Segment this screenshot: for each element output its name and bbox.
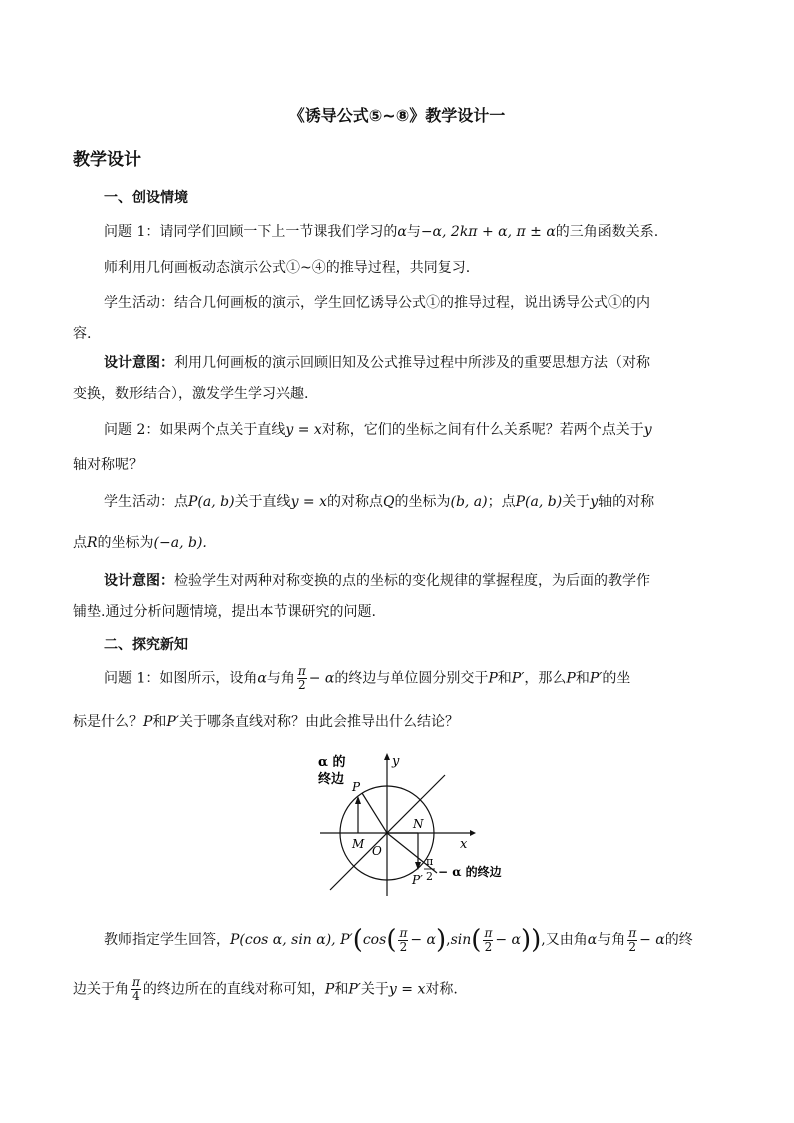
text: 的终 bbox=[664, 932, 693, 948]
text: 轴的对称 bbox=[598, 494, 655, 510]
math: P(a, b) bbox=[188, 494, 235, 510]
text: 和 bbox=[334, 981, 349, 998]
math: α bbox=[587, 932, 598, 948]
math: P′ bbox=[166, 714, 180, 730]
math: α bbox=[257, 670, 267, 687]
text: 关于 bbox=[562, 494, 591, 510]
math: P bbox=[324, 981, 335, 998]
denominator: 2 bbox=[399, 939, 408, 954]
part1-student-activity-line1: 学生活动：结合几何画板的演示，学生回忆诱导公式①的推导过程，说出诱导公式①的内 bbox=[104, 295, 650, 311]
part1-student-activity2-line2 bbox=[73, 532, 207, 552]
text: 问题 1：如图所示，设角 bbox=[104, 670, 258, 687]
text: 检验学生对两种对称变换的点的坐标的变化规律的掌握程度，为后面的教学作 bbox=[174, 573, 650, 589]
paren-close: ) bbox=[531, 925, 542, 955]
paren-close: ) bbox=[436, 925, 447, 955]
text: 与角 bbox=[266, 670, 295, 687]
text: 点 bbox=[73, 535, 87, 551]
text: 的终边所在的直线对称可知， bbox=[142, 981, 325, 998]
label-alpha-side-1: α 的 bbox=[318, 755, 346, 770]
paren-open: ( bbox=[386, 925, 397, 955]
x-axis-arrow bbox=[470, 830, 476, 836]
terminal-side-alpha bbox=[362, 793, 387, 833]
text: 问题 2：如果两个点关于直线 bbox=[104, 422, 286, 438]
text: 与 bbox=[406, 224, 421, 240]
text: 教师指定学生回答， bbox=[104, 932, 230, 948]
label-x: x bbox=[460, 837, 468, 852]
math: y bbox=[643, 422, 652, 438]
text: 对称. bbox=[425, 981, 458, 998]
label-N: N bbox=[413, 817, 424, 831]
math: sin bbox=[450, 932, 472, 948]
math: P′ bbox=[589, 670, 603, 687]
numerator: π bbox=[628, 925, 637, 940]
document-title: 《诱导公式⑤~⑧》教学设计一 bbox=[288, 106, 506, 125]
unit-circle-figure bbox=[300, 748, 530, 898]
text: 关于直线 bbox=[234, 494, 291, 510]
fraction bbox=[131, 976, 141, 1003]
label-P1: P′ bbox=[412, 873, 423, 887]
math: P bbox=[143, 714, 153, 730]
label-O: O bbox=[372, 844, 382, 858]
fraction bbox=[297, 665, 307, 692]
text: 的对称点 bbox=[327, 494, 383, 510]
text: 和 bbox=[575, 670, 590, 687]
math: P bbox=[566, 670, 576, 687]
part1-design-intent-line1 bbox=[104, 352, 650, 372]
denominator: 2 bbox=[628, 939, 636, 954]
math: − α bbox=[639, 932, 665, 948]
math: − α bbox=[410, 932, 436, 948]
math: − α bbox=[308, 670, 335, 687]
text: 的坐标为 bbox=[394, 494, 451, 510]
part1-student-activity2-line1 bbox=[104, 491, 654, 511]
math: y = x bbox=[290, 494, 327, 510]
text: 对称，它们的坐标之间有什么关系呢？若两个点关于 bbox=[321, 422, 644, 438]
part1-question1 bbox=[104, 221, 658, 241]
math: R bbox=[87, 535, 98, 551]
part2-heading: 二、探究新知 bbox=[104, 637, 188, 653]
y-axis-arrow bbox=[384, 753, 390, 760]
part2-question1-line1 bbox=[104, 665, 630, 692]
part2-question1-line2 bbox=[73, 711, 459, 731]
part1-design-intent-line2: 变换，数形结合），激发学生学习兴趣. bbox=[73, 386, 309, 402]
part2-answer-line2 bbox=[73, 976, 458, 1003]
fraction bbox=[398, 927, 408, 954]
part1-question2-line1 bbox=[104, 419, 652, 439]
numerator: π bbox=[132, 975, 140, 989]
math: (−a, b). bbox=[153, 535, 207, 551]
label-frac-den: 2 bbox=[426, 870, 433, 883]
part1-design-intent2-line2: 铺垫.通过分析问题情境，提出本节课研究的问题. bbox=[73, 604, 376, 620]
text: 与角 bbox=[597, 932, 626, 948]
math: P(a, b) bbox=[515, 494, 563, 510]
fraction bbox=[627, 927, 637, 954]
part1-heading: 一、创设情境 bbox=[104, 190, 188, 206]
label-beta-side: − α 的终边 bbox=[438, 865, 502, 879]
math: P′ bbox=[511, 670, 525, 687]
text: 的三角函数关系. bbox=[555, 224, 659, 240]
label-frac-num: π bbox=[426, 855, 434, 868]
text: 的坐标为 bbox=[97, 535, 154, 551]
part1-question2-line2: 轴对称呢？ bbox=[73, 457, 143, 473]
fraction bbox=[483, 927, 493, 954]
text: ；点 bbox=[487, 494, 516, 510]
denominator: 2 bbox=[484, 939, 493, 954]
text: ，那么 bbox=[524, 670, 567, 687]
text: 问题 1：请同学们回顾一下上一节课我们学习的 bbox=[104, 224, 398, 240]
text: 的坐 bbox=[602, 670, 631, 687]
math: P bbox=[488, 670, 498, 687]
text: 的终边与单位圆分别交于 bbox=[334, 670, 489, 687]
text: 和 bbox=[497, 670, 512, 687]
text: 利用几何画板的演示回顾旧知及公式推导过程中所涉及的重要思想方法（对称 bbox=[174, 355, 650, 371]
text: 关于哪条直线对称？由此会推导出什么结论？ bbox=[179, 714, 460, 730]
part2-answer-line1: 教师指定学生回答，P(cos α, sin α), P′(cos( $\frac{\pi}{2}$ − α),sin( $\frac{\pi}{2}$ − α)),又由角α与角 $\frac{\pi}{2}$ − α的终 bbox=[104, 925, 693, 955]
paren-close: ) bbox=[520, 925, 532, 955]
text: 学生活动：点 bbox=[104, 494, 188, 510]
part1-design-intent2-line1 bbox=[104, 570, 650, 590]
paren-open: ( bbox=[352, 925, 363, 955]
math: P′ bbox=[348, 981, 361, 998]
math: y bbox=[590, 494, 599, 510]
math: cos bbox=[362, 932, 387, 948]
text: 和 bbox=[152, 714, 167, 730]
label-P: P bbox=[352, 780, 361, 794]
math: y = x bbox=[285, 422, 322, 438]
text: 关于 bbox=[360, 981, 389, 998]
part1-teacher-demo: 师利用几何画板动态演示公式①~④的推导过程，共同复习. bbox=[104, 260, 471, 276]
math: Q bbox=[383, 494, 395, 510]
label-alpha-side-2: 终边 bbox=[318, 772, 345, 787]
math: y = x bbox=[388, 981, 426, 998]
part1-student-activity-line2: 容. bbox=[73, 326, 92, 342]
numerator: π bbox=[484, 925, 493, 940]
denominator: 2 bbox=[297, 678, 306, 692]
math: − α bbox=[495, 932, 521, 948]
math: (b, a) bbox=[450, 494, 488, 510]
label: 设计意图： bbox=[104, 355, 174, 371]
paren-open: ( bbox=[471, 925, 482, 955]
label-y: y bbox=[392, 754, 400, 769]
text: 边关于角 bbox=[73, 981, 129, 998]
text: 标是什么？ bbox=[73, 714, 143, 730]
math: P(cos α, sin α), P′ bbox=[230, 932, 353, 948]
text: ,又由角 bbox=[541, 932, 588, 948]
denominator: 4 bbox=[132, 989, 140, 1003]
section-heading: 教学设计 bbox=[73, 150, 141, 170]
label-M: M bbox=[352, 837, 365, 851]
label: 设计意图： bbox=[104, 573, 174, 589]
numerator: π bbox=[399, 925, 408, 940]
math: α bbox=[397, 224, 407, 240]
numerator: π bbox=[297, 664, 306, 678]
math: −α, 2kπ + α, π ± α bbox=[420, 224, 556, 240]
